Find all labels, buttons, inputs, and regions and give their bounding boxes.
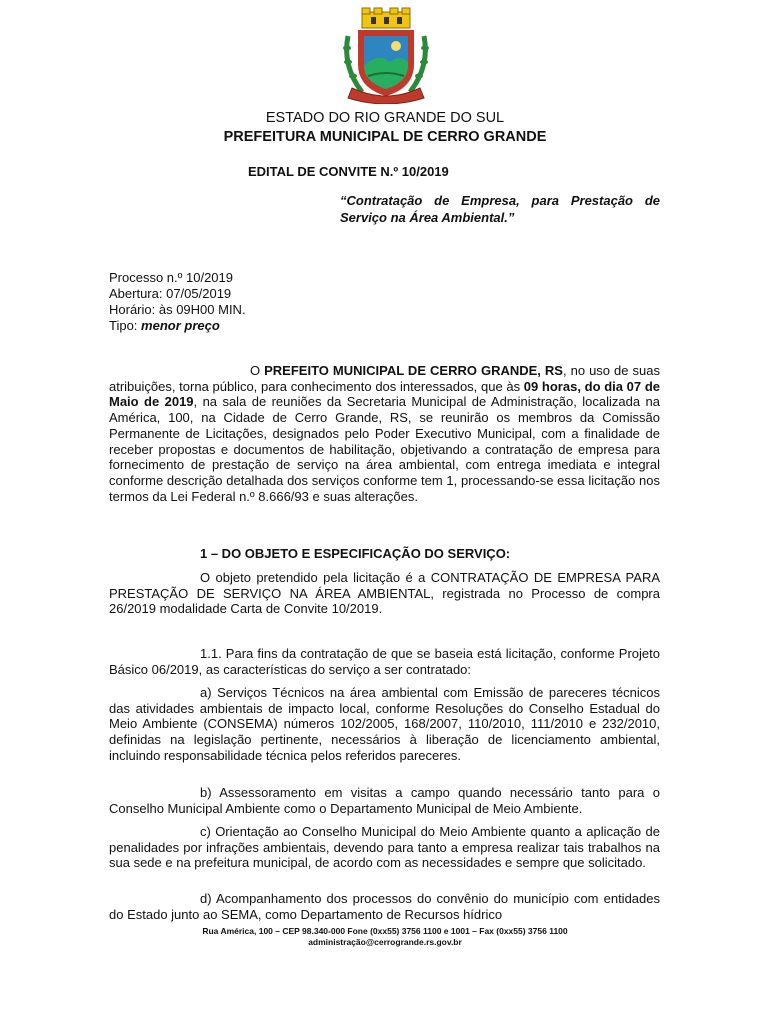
item-1-1-body: 1.1. Para fins da contratação de que se baseia está licitação, conforme Projeto Básico 06/2019, as características do serviço a ser contratado: — [109, 646, 660, 677]
item-a-body: a) Serviços Técnicos na área ambiental com Emissão de pareceres técnicos das atividades ambientais de impacto local, conforme Resoluções do Conselho Estadual do Meio Ambiente (CONSEMA) números 102/2005, 168/2007, 110/2010, 111/2010 e 232/2010, definidas na legislação pertinente, necessários à liberação de licenciamento ambiental, incluindo responsabilidade técnica pelos referidos pareceres. — [109, 685, 660, 763]
section-1-title: 1 – DO OBJETO E ESPECIFICAÇÃO DO SERVIÇO: — [200, 546, 511, 561]
item-c — [109, 824, 660, 871]
item-b — [109, 785, 660, 816]
item-d-body: d) Acompanhamento dos processos do convênio do município com entidades do Estado junto ao SEMA, como Departamento de Recursos hídrico — [109, 891, 660, 922]
footer-email: administração@cerrogrande.rs.gov.br — [308, 937, 462, 947]
section-1-text — [109, 570, 660, 617]
intro-prefeito: PREFEITO MUNICIPAL DE CERRO GRANDE, RS — [264, 363, 563, 378]
section-1-body: O objeto pretendido pela licitação é a CONTRATAÇÃO DE EMPRESA PARA PRESTAÇÃO DE SERVIÇO NA ÁREA AMBIENTAL, registrada no Processo de compra 26/2019 modalidade Carta de Convite 10/2019. — [109, 570, 660, 617]
item-c-body: c) Orientação ao Conselho Municipal do Meio Ambiente quanto a aplicação de penalidades por infrações ambientais, devendo para tanto a empresa realizar tais trabalhos na sua sede e na prefeitura municipal, de acordo com as necessidades e sempre que solicitado. — [109, 824, 660, 871]
process-number: Processo n.º 10/2019 — [109, 270, 233, 285]
bid-type-value: menor preço — [141, 318, 220, 333]
intro-part1: , no uso de suas atribuições, torna público, para conhecimento dos interessados, que às — [109, 363, 660, 394]
intro-part2: , na sala de reuniões da Secretaria Municipal de Administração, localizada na América, 100, na Cidade de Cerro Grande, RS, se reunirão os membros da Comissão Permanente de Licitações, designados pelo Poder Executivo Municipal, com a finalidade de receber propostas e documentos de habilitação, objetivando a contratação de empresa para fornecimento de prestação de serviço na área ambiental, com entrega imediata e integral conforme descrição detalhada dos serviços conforme tem 1, processando-se essa licitação nos termos da Lei Federal n.º 8.666/93 e suas alterações. — [109, 394, 660, 504]
intro-paragraph — [109, 363, 660, 504]
state-heading: ESTADO DO RIO GRANDE DO SUL — [265, 110, 505, 126]
intro-lead: O — [250, 363, 265, 378]
item-a — [109, 685, 660, 764]
opening-time: Horário: às 09H00 MIN. — [109, 302, 246, 317]
prefeitura-heading: PREFEITURA MUNICIPAL DE CERRO GRANDE — [223, 129, 547, 145]
page-footer — [0, 926, 770, 948]
objeto-quote: “Contratação de Empresa, para Prestação de Serviço na Área Ambiental.” — [340, 193, 660, 225]
intro-time: 09 horas, do dia 07 de Maio de 2019 — [109, 378, 660, 410]
opening-date: Abertura: 07/05/2019 — [109, 286, 232, 301]
footer-address: Rua América, 100 – CEP 98.340-000 Fone (0xx55) 3756 1100 e 1001 – Fax (0xx55) 3756 1100 — [202, 926, 568, 936]
process-info — [109, 270, 246, 334]
edital-title: EDITAL DE CONVITE N.º 10/2019 — [248, 164, 449, 179]
municipal-coat-of-arms — [338, 6, 434, 104]
item-1-1 — [109, 646, 660, 677]
bid-type-label: Tipo: — [109, 318, 142, 333]
item-b-body: b) Assessoramento em visitas a campo quando necessário tanto para o Conselho Municipal Ambiente como o Departamento Municipal de Meio Ambiente. — [109, 785, 660, 816]
item-d — [109, 891, 660, 922]
bid-type — [109, 318, 246, 334]
